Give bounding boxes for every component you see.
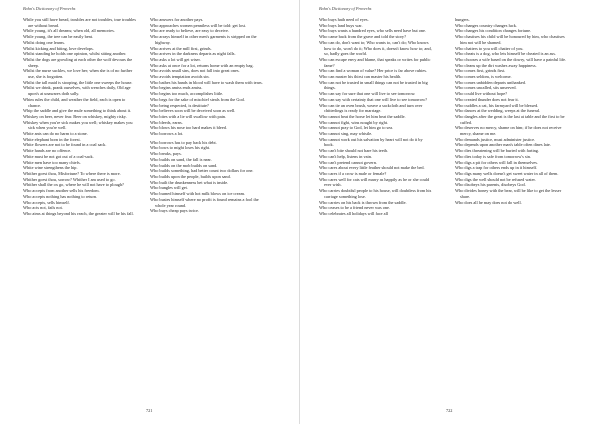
proverb-entry: Who can say with certainty that one will live to see tomorrow? [319, 96, 427, 102]
proverb-entry: Who created thunder does not fear it. [455, 96, 519, 102]
proverb-entry: Who chooses a wife based on the dowry, will have a painful life. [455, 56, 567, 62]
proverb-entry: Who avoids temptation avoids sin. [150, 74, 210, 80]
proverb-entry: White hands are no offence. [23, 148, 72, 154]
proverb-entry: White flowers are not to be found in a coal sack. [23, 142, 107, 148]
proverb-entry: Who changes country changes luck. [455, 22, 517, 28]
proverb-entry: Who digs the well should not be refused water. [455, 176, 536, 182]
proverb-entry: While you still have bread, troubles are not troubles, true troubles are without bread. [23, 17, 136, 28]
proverb-entry: Who bows to might loses his right. [150, 145, 211, 151]
proverb-entry: Who dies threatening will be buried with farting. [455, 148, 540, 154]
proverb-entry: Who arrives at the mill first, grinds. [150, 45, 212, 51]
proverb-entry: Who can tie an oven brush, weave a sackcloth and turn over chitterlings is ready for marriage. [319, 102, 423, 114]
proverb-entry: Who borrows a lot. [150, 131, 184, 137]
proverb-entry: Who borrows has to pay back his debt. [150, 139, 217, 145]
proverb-entry: Who cares if a crow is male or female? [319, 170, 387, 176]
proverb-entry: Who buys cheap pays twice. [150, 208, 200, 214]
proverb-entry: Whilst we drink, prank ourselves, with wenches daily, Old age upon's at unawares doth sally. [23, 85, 131, 97]
proverb-entry: Who believes soon will be deceived soon as well. [150, 108, 236, 114]
proverb-entry: Who buys hath need of eyes. [319, 17, 369, 22]
proverb-entry: Whilst kicking and biting, love develops. [23, 45, 94, 51]
proverb-entry: Who can say for sure that one will live to see tomorrow. [319, 91, 416, 97]
left-page-column-2 [150, 17, 264, 214]
proverb-entry: While young, the tree can be easily bent. [23, 34, 94, 40]
proverb-entry: Who digs a pit for others will fall in themselves. [455, 159, 539, 165]
proverb-entry: Who bathes his hands in blood will have to wash them with tears. [150, 79, 263, 85]
proverb-entry: Who begins amiss ends amiss. [150, 85, 203, 91]
proverb-entry: While young, it's all dreams; when old, all memories. [23, 28, 115, 34]
proverb-entry: Who bungles will get. [150, 185, 188, 191]
proverb-entry: White must be not got out of a coal-sack. [23, 153, 94, 159]
proverb-entry: Who asks at once for a lot, returns home with an empty bag. [150, 62, 254, 68]
proverb-entry: Who can't pretend cannot govern. [319, 159, 377, 165]
proverb-entry: Who could live without hope? [455, 91, 508, 97]
proverb-entry: Who blows his nose too hard makes it bleed. [150, 125, 227, 131]
proverb-entry: Who bleeds, earns. [150, 119, 183, 125]
proverb-entry: Whilst standing he holds one opinion, whilst sitting another. [23, 51, 127, 57]
proverb-entry: Who approaches women penniless will be told: get lost. [150, 22, 247, 28]
proverb-entry: Who can escape envy and blame, that speaks or writes for public fame? [319, 56, 431, 68]
proverb-entry: Who carries on his back is thrown from the saddle. [319, 199, 407, 205]
proverb-entry: Who digs many wells doesn't get sweet water in all of them. [455, 170, 559, 176]
proverb-entry: Whither goest thou, Misfortune? To where there is more. [23, 170, 121, 176]
page-number: 721 [146, 408, 153, 413]
proverb-entry: Who arrays himself in other men's garments is stripped on the highway. [150, 34, 257, 45]
proverb-entry: Who digs a trap for others ends up in it himself. [455, 165, 538, 171]
proverb-entry: Who ceases to be a friend never was one. [319, 205, 390, 211]
proverb-entry: Who being respected, is destitute? [150, 102, 209, 108]
running-head: Bohn's Dictionary of Proverbs [319, 6, 372, 11]
proverb-entry: Who carries doubtful people to his house, will doubtless from his carriage something lose. [319, 188, 432, 199]
proverb-entry: Who buys land buys war. [319, 22, 363, 28]
proverb-entry: Who comes seldom, is welcome. [455, 74, 512, 80]
proverb-entry: Who builds on sand, the fall is near. [150, 156, 212, 162]
proverb-entry: Who can master his thirst can master his health. [319, 74, 402, 80]
proverb-entry: Who came back from the grave and told the story? [319, 34, 406, 40]
proverb-entry: Who cannot work out his salvation by heart will not do it by book. [319, 136, 423, 148]
proverb-entry: Whiskey when you're sick makes you well; whiskey makes you sick when you're well. [23, 119, 133, 131]
proverb-entry: Who chastises his child will be honoured by him, who chastises him not will be shamed. [455, 34, 565, 45]
proverb-entry: White men have too many chiefs. [23, 159, 81, 165]
proverb-entry: Who cannot sing, may whistle. [319, 131, 373, 137]
proverb-entry: Who can't help, listens in vain. [319, 153, 372, 159]
proverb-entry: Who buys wants a hundred eyes, who sells need have but one. [319, 28, 427, 34]
proverb-entry: Whiskey on beer, never fear. Beer on whiskey, mighty risky. [23, 113, 127, 119]
proverb-entry: Who can find a woman of value? Her price is far above rubies. [319, 68, 427, 74]
proverb-entry: Who depends upon another man's table often dines late. [455, 142, 551, 148]
right-page-column-2 [455, 17, 569, 205]
proverb-entry: Who dangles after the great is the last at table and the first to be cuffed. [455, 113, 565, 125]
running-head: Bohn's Dictionary of Proverbs [23, 6, 76, 11]
proverb-entry: Who demands justice, must administer justice. [455, 136, 536, 142]
proverb-entry: Who acts not, fails not. [23, 205, 63, 211]
proverb-entry: Who cares well for cats will marry as happily as he or she could ever wish. [319, 176, 430, 188]
right-page-column-1 [319, 17, 433, 217]
right-page [300, 0, 600, 424]
proverb-entry: Who changes his condition changes fortune. [455, 28, 532, 34]
proverb-entry: Who celebrates all holidays will face all [319, 210, 388, 216]
proverb-entry: Who accepts, sells himself. [23, 199, 70, 205]
proverb-entry: Who burned himself with hot milk blows on ice cream. [150, 191, 245, 197]
proverb-entry: Who dies today is safe from tomorrow's sin. [455, 153, 531, 159]
proverb-entry: Whither shall the ox go, where he will not have to plough? [23, 182, 124, 188]
proverb-entry: Who arrives in the darkness departs as night falls. [150, 51, 236, 57]
proverb-entry: Who comes first, grinds first. [455, 68, 506, 74]
proverb-entry: Who aims at things beyond his reach, the greater will be his fall. [23, 210, 134, 216]
proverb-entry: Who are ready to believe, are easy to deceive. [150, 28, 229, 34]
proverb-entry: Who builds upon the people, builds upon sand. [150, 173, 231, 179]
proverb-entry: Who does all he may does not do well. [455, 199, 522, 205]
proverb-entry: Who bites with a lie will swallow with pain. [150, 113, 227, 119]
proverb-entry: Who accepts from another sells his freedom. [23, 188, 100, 194]
proverb-entry: Who deserves no mercy, shame on him; if he does not receive mercy, shame on me. [455, 125, 562, 137]
proverb-entry: Who can't bite should not bare his teeth. [319, 148, 389, 154]
proverb-entry: Who begins too much, accomplishes little. [150, 91, 224, 97]
proverb-entry: Who comes unbidden departs unthanked. [455, 79, 526, 85]
proverb-entry: Who builds on the mob builds on sand. [150, 162, 218, 168]
proverb-entry: Whim rules the child, and weather the field, each is open to chance. [23, 96, 126, 108]
page-number: 722 [446, 408, 453, 413]
proverb-entry: Whither goest thou, sorrow? Whither I am used to go. [23, 176, 116, 182]
proverb-entry: Whilst the tall maid is stooping, the little one sweeps the house. [23, 79, 133, 85]
proverb-entry: Who busies himself where no profit is found remains a fool the whole year round. [150, 196, 259, 208]
proverb-entry: Whip the saddle and give the mule something to think about it. [23, 108, 132, 114]
proverb-entry: White ants can do no harm to a stone. [23, 131, 88, 137]
proverb-entry: White elephant born in the forest. [23, 136, 81, 142]
proverb-entry: hungers. [455, 17, 470, 22]
proverb-entry: Whilst doing one learns. [23, 39, 66, 45]
proverb-entry: Who asks a lot will get wiser. [150, 56, 201, 62]
proverb-entry: Who built the drunkenness bet what is inside. [150, 179, 229, 185]
proverb-entry: Who cheats is a dog, who lets himself be cheated is an ass. [455, 51, 556, 57]
proverb-entry: Who cuddles a cat, his farmyard will be blessed. [455, 102, 539, 108]
proverb-entry: Who cannot fight, wins nought by right. [319, 119, 388, 125]
proverb-entry: Whilst the dogs are growling at each other the wolf devours the sheep. [23, 56, 133, 68]
proverb-entry: Who cares about every little feather should not make the bed. [319, 165, 425, 171]
proverb-entry: Who begs for the sake of mischief steals from the God. [150, 96, 245, 102]
proverb-entry: Who avoids small sins, does not fall into great ones. [150, 68, 240, 74]
proverb-entry: Who can do, don't want to; Who wants to, can't do; Who knows how to do, won't do it; Who does it, doesn't know how to; and, so, badly goes the world. [319, 39, 432, 57]
proverb-entry: Who cannot pray to God, let him go to sea. [319, 125, 394, 131]
proverb-entry: Who cannot beat the horse let him beat the saddle. [319, 113, 406, 119]
proverb-entry: Who accepts nothing has nothing to return. [23, 193, 98, 199]
proverb-entry: Whilst the nurse suckles, we love her; when she is of no further use, she is forgotten. [23, 68, 133, 80]
proverb-entry: Who can not be trusted in small things can not be trusted in big things. [319, 79, 428, 91]
proverb-entry: Who answers for another pays. [150, 17, 204, 22]
proverb-entry: White wine strengthens the hip. [23, 165, 78, 171]
proverb-entry: Who comes uncalled, sits unserved. [455, 85, 517, 91]
proverb-entry: Who disobeys his parents, disobeys God. [455, 182, 526, 188]
proverb-entry: Who dances at the wedding, weeps at the funeral. [455, 108, 541, 114]
proverb-entry: Who breaks, pays. [150, 151, 182, 157]
proverb-entry: Who cleans up the dirt washes away happiness. [455, 62, 537, 68]
proverb-entry: Who divides honey with the bear, will be like to get the lesser share. [455, 188, 562, 199]
left-page-column-1 [23, 17, 137, 217]
proverb-entry: Who builds something, had better count two dollars for one. [150, 168, 254, 174]
proverb-entry: Who chatters to you will chatter of you. [455, 45, 524, 51]
